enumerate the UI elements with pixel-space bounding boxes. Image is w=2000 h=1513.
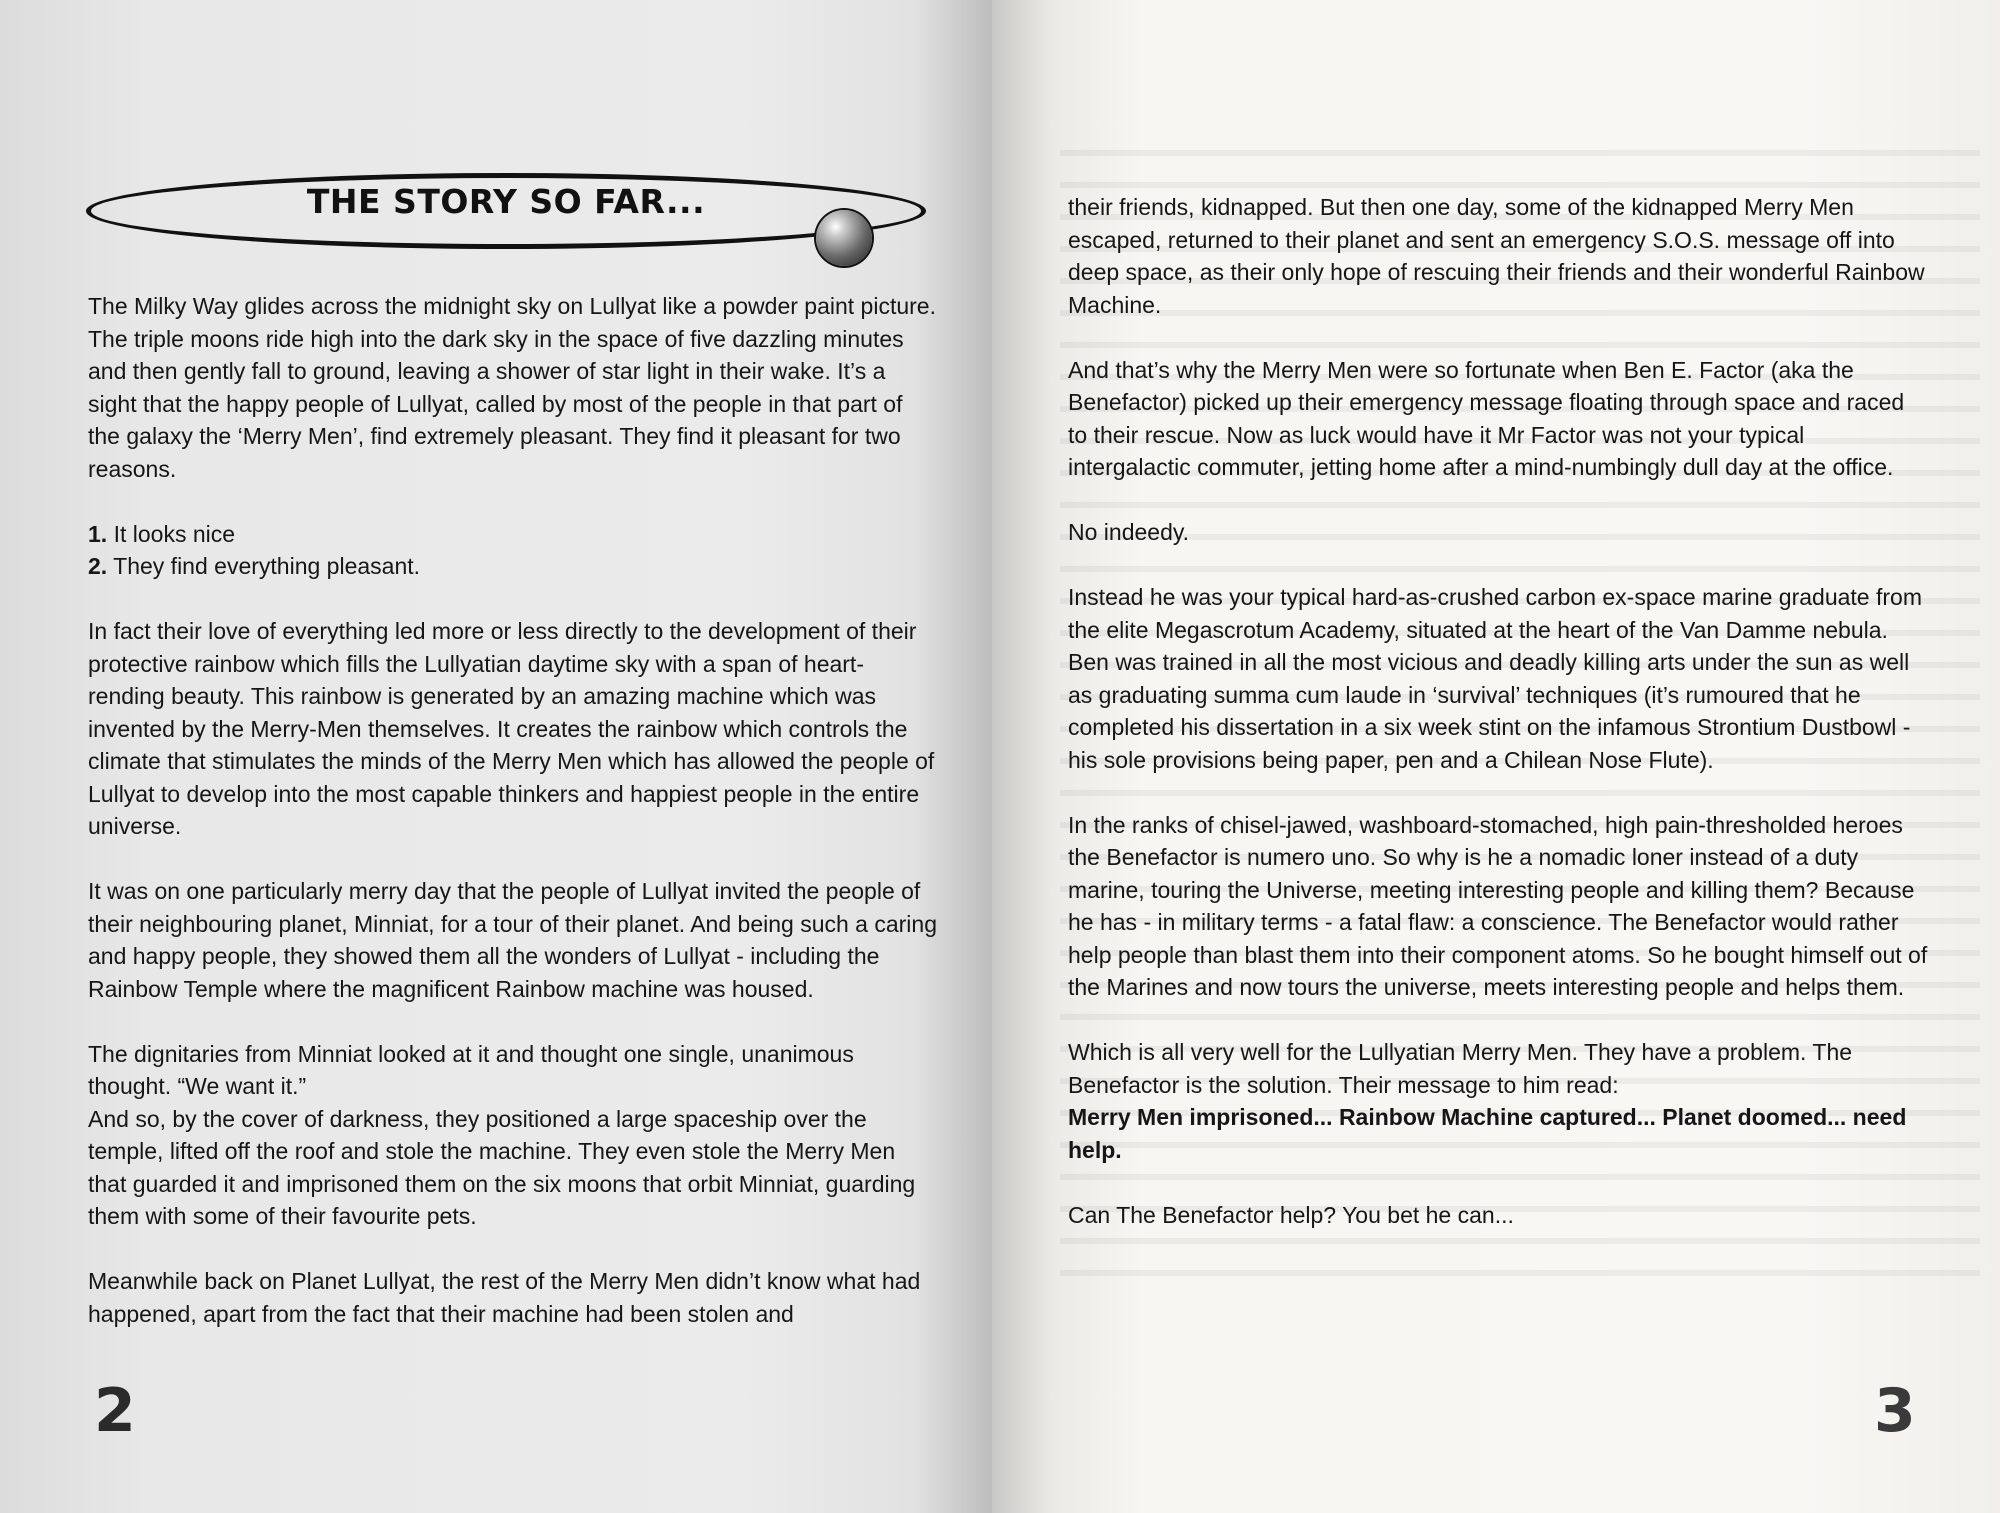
page-number-left: 2 <box>94 1376 136 1446</box>
paragraph: In the ranks of chisel-jawed, washboard-stomached, high pain-thresholded heroes the Benefactor is numero uno. So why is he a nomadic loner instead of a duty marine, touring the Universe, meeting interesting people and killing them? Because he has - in military terms - a fatal flaw: a conscience. The Benefactor would rather help people than blast them into their component atoms. So he bought himself out of the Marines and now tours the universe, meets interesting people and helps them. <box>1068 811 1928 1000</box>
planet-icon <box>816 210 872 266</box>
list-item <box>88 550 938 583</box>
paragraph: their friends, kidnapped. But then one day, some of the kidnapped Merry Men escaped, returned to their planet and sent an emergency S.O.S. message off into deep space, as their only hope of rescuing their friends and their wonderful Rainbow Machine. <box>1068 194 1925 318</box>
list-item <box>88 518 938 551</box>
paragraph: The dignitaries from Minniat looked at it and thought one single, unanimous thought. “We want it.” <box>88 1040 854 1099</box>
left-body-text <box>88 290 938 1330</box>
right-body-text <box>1068 191 1928 1231</box>
paragraph: Meanwhile back on Planet Lullyat, the rest of the Merry Men didn’t know what had happened, apart from the fact that their machine had been stolen and <box>88 1268 921 1327</box>
page-title: THE STORY SO FAR... <box>306 182 706 221</box>
left-page <box>0 0 992 1513</box>
paragraph: Which is all very well for the Lullyatian Merry Men. They have a problem. The Benefactor is the solution. Their message to him read: <box>1068 1039 1853 1098</box>
list-text: They find everything pleasant. <box>107 553 421 579</box>
list-number: 1. <box>88 520 108 547</box>
paragraph: Can The Benefactor help? You bet he can... <box>1068 1201 1514 1228</box>
paragraph: No indeedy. <box>1068 519 1190 545</box>
emergency-message: Merry Men imprisoned... Rainbow Machine captured... Planet doomed... need help. <box>1068 1104 1907 1163</box>
paragraph: And that’s why the Merry Men were so fortunate when Ben E. Factor (aka the Benefactor) picked up their emergency message floating through space and raced to their rescue. Now as luck would have it Mr Factor was not your typical intergalactic commuter, jetting home after a mind-numbingly dull day at the office. <box>1068 356 1905 480</box>
list-number: 2. <box>88 553 108 579</box>
paragraph: The Milky Way glides across the midnight sky on Lullyat like a powder paint picture. The triple moons ride high into the dark sky in the space of five dazzling minutes and then gently fall to ground, leaving a shower of star light in their wake. It’s a sight that the happy people of Lullyat, called by most of the people in that part of the galaxy the ‘Merry Men’, find extremely pleasant. They find it pleasant for two reasons. <box>88 293 936 482</box>
paragraph: Instead he was your typical hard-as-crushed carbon ex-space marine graduate from the elite Megascrotum Academy, situated at the heart of the Van Damme nebula. Ben was trained in all the most vicious and deadly killing arts under the sun as well as graduating summa cum laude in ‘survival’ techniques (it’s rumoured that he completed his dissertation in a six week stint on the infamous Strontium Dustbowl - his sole provisions being paper, pen and a Chilean Nose Flute). <box>1068 584 1922 773</box>
list-text: It looks nice <box>107 520 236 547</box>
page-number-right: 3 <box>1874 1376 1916 1446</box>
paragraph: And so, by the cover of darkness, they positioned a large spaceship over the temple, lifted off the roof and stole the machine. They even stole the Merry Men that guarded it and imprisoned them on the six moons that orbit Minniat, guarding them with some of their favourite pets. <box>88 1105 916 1229</box>
right-page <box>992 0 2000 1513</box>
paragraph: It was on one particularly merry day that the people of Lullyat invited the people of their neighbouring planet, Minniat, for a tour of their planet. And being such a caring and happy people, they showed them all the wonders of Lullyat - including the Rainbow Temple where the magnificent Rainbow machine was housed. <box>88 878 937 1002</box>
paragraph: In fact their love of everything led more or less directly to the development of their protective rainbow which fills the Lullyatian daytime sky with a span of heart-rending beauty. This rainbow is generated by an amazing machine which was invented by the Merry-Men themselves. It creates the rainbow which controls the climate that stimulates the minds of the Merry Men which has allowed the people of Lullyat to develop into the most capable thinkers and happiest people in the entire universe. <box>88 618 935 839</box>
